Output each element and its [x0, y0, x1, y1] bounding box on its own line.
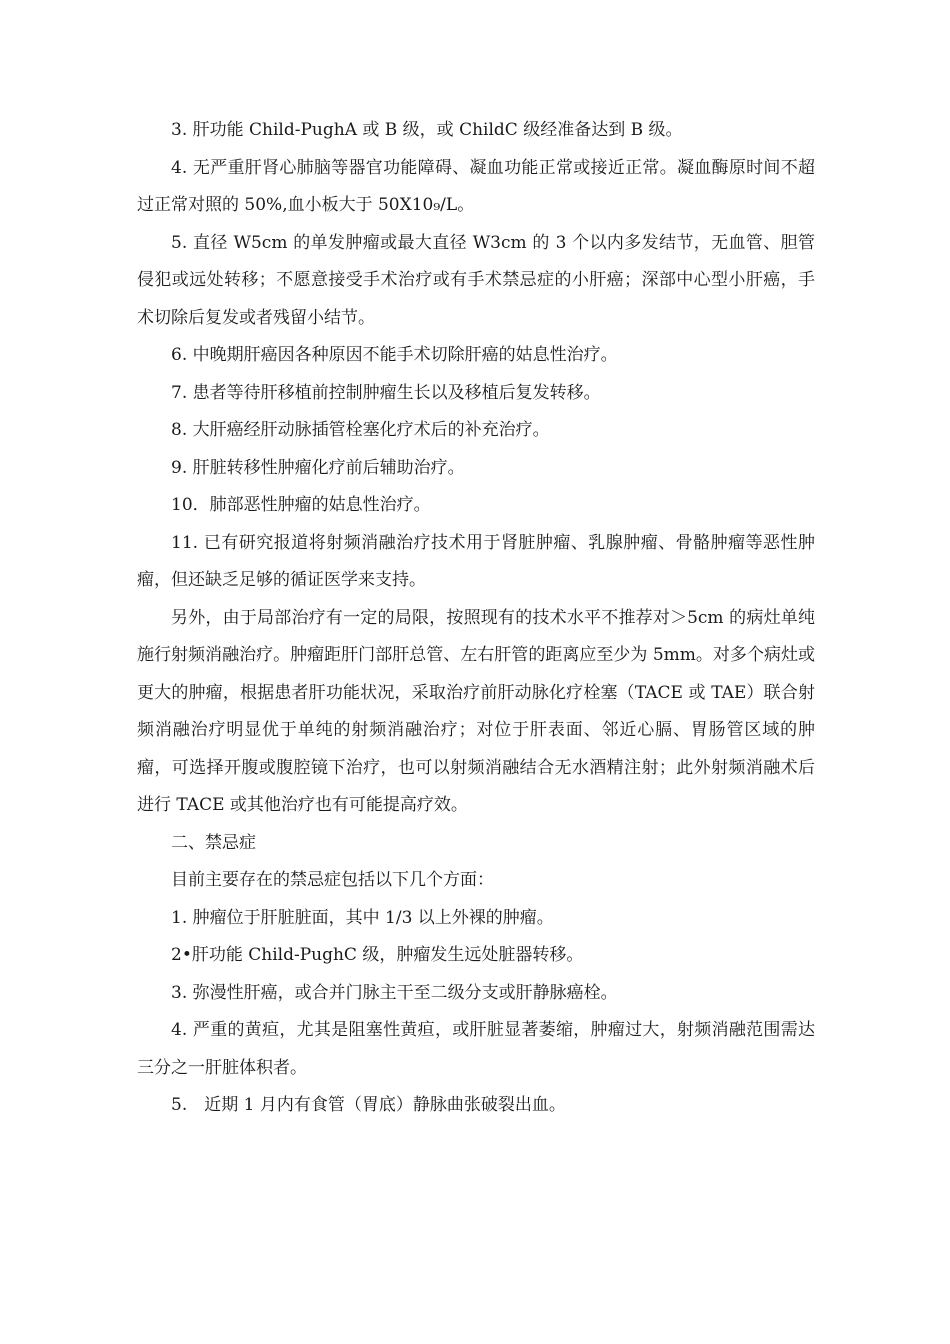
paragraph-item-6: 6. 中晚期肝癌因各种原因不能手术切除肝癌的姑息性治疗。	[171, 345, 618, 365]
paragraph-contraindications-intro: 目前主要存在的禁忌症包括以下几个方面：	[171, 870, 494, 890]
paragraph-item-4: 4. 无严重肝肾心肺脑等器官功能障碍、凝血功能正常或接近正常。凝血酶原时间不超过正常对照的 50%,血小板大于 50X10₉/L。	[137, 157, 815, 215]
paragraph-item-10: 10．肺部恶性肿瘤的姑息性治疗。	[171, 495, 431, 515]
paragraph-item-11: 11. 已有研究报道将射频消融治疗技术用于肾脏肿瘤、乳腺肿瘤、骨骼肿瘤等恶性肿瘤，但还缺乏足够的循证医学来支持。	[137, 532, 815, 590]
contraindication-item-2: 2•肝功能 Child-PughC 级，肿瘤发生远处脏器转移。	[171, 945, 584, 965]
paragraph-item-7: 7. 患者等待肝移植前控制肿瘤生长以及移植后复发转移。	[171, 382, 601, 403]
section-heading-contraindications: 二、禁忌症	[171, 832, 256, 853]
paragraph-item-8: 8. 大肝癌经肝动脉插管栓塞化疗术后的补充治疗。	[171, 420, 550, 440]
paragraph-additional-notes: 另外，由于局部治疗有一定的局限，按照现有的技术水平不推荐对＞5cm 的病灶单纯施行射频消融治疗。肿瘤距肝门部肝总管、左右肝管的距离应至少为 5mm。对多个病灶或更大的肿瘤，根据患者肝功能状况，采取治疗前肝动脉化疗栓塞（TACE 或 TAE）联合射频消融治疗明显优于单纯的射频消融治疗；对位于肝表面、邻近心膈、胃肠管区域的肿瘤，可选择开腹或腹腔镜下治疗，也可以射频消融结合无水酒精注射；此外射频消融术后进行 TACE 或其他治疗也有可能提高疗效。	[137, 607, 815, 815]
contraindication-item-3: 3. 弥漫性肝癌，或合并门脉主干至二级分支或肝静脉癌栓。	[171, 982, 618, 1003]
paragraph-item-3: 3. 肝功能 Child-PughA 或 B 级，或 ChildC 级经准备达到 B 级。	[171, 120, 683, 140]
paragraph-item-5: 5. 直径 W5cm 的单发肿瘤或最大直径 W3cm 的 3 个以内多发结节，无血管、胆管侵犯或远处转移；不愿意接受手术治疗或有手术禁忌症的小肝癌；深部中心型小肝癌，手术切除后复发或者残留小结节。	[137, 232, 815, 328]
contraindication-item-4: 4. 严重的黄疸，尤其是阻塞性黄疸，或肝脏显著萎缩，肿瘤过大，射频消融范围需达三分之一肝脏体积者。	[137, 1020, 815, 1078]
paragraph-item-9: 9. 肝脏转移性肿瘤化疗前后辅助治疗。	[171, 457, 465, 478]
contraindication-item-1: 1. 肿瘤位于肝脏脏面，其中 1/3 以上外裸的肿瘤。	[171, 907, 554, 928]
contraindication-item-5: 5. 近期 1 月内有食管（胃底）静脉曲张破裂出血。	[171, 1095, 566, 1115]
document-body	[137, 112, 815, 1125]
